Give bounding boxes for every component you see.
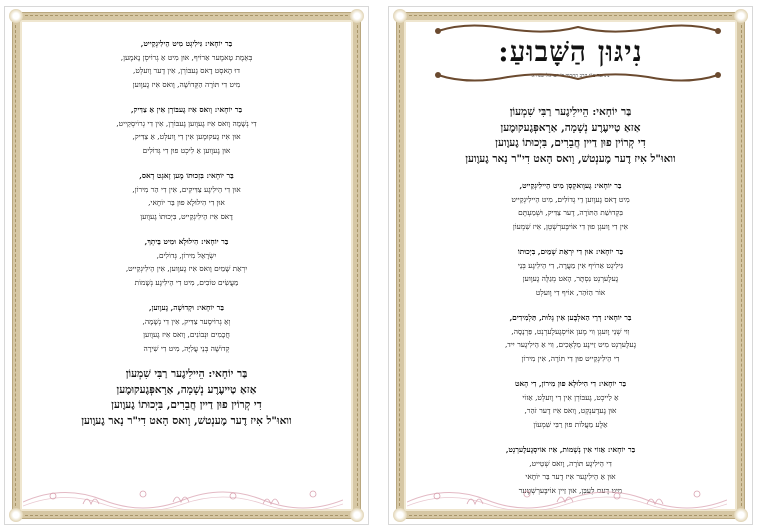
corner-rosette-icon [393,508,407,522]
stanza-line: אַזאַ טַייעֶרֶע נְשָׁמָה, אַרָאפְּגֶעקוּמֶען [116,383,257,396]
stanza [25,169,348,223]
stanza-line: בַּר יוֹחָאי: וָואס אִיז גֶעבּוֹרְן אִין אַ צַדִּיק, [130,105,243,114]
scroll-ornament-icon [428,71,728,83]
title-block [413,23,728,93]
stanza-line: מִיט דָעם לֶעבְּן, אוּן זַיין אוֹיבֶּערְשְׁטֶער [518,485,623,495]
stanza-line: אוֹר הַזֹּהַר, אוֹיף דִי וֶועלְט [535,287,606,297]
stanza-line: גֶעלֶערְנְט מִיט זַיינֶע מַלְאָכִים, וִוי אַ הֵילִיגֶער יִיד, [504,340,637,349]
stanza-line: מַעֲשִׂים טוֹבִים, מִיט דִי הֵילִיגֶע נְשָׁמוֹת [134,277,239,287]
stanza-line: אִין דִי וָועגְן פוּן דִי אוֹיבֶּערְשְׁטְן, אִיז שִׁמְעוֹן [512,221,629,231]
corner-rosette-icon [393,9,407,23]
stanza-line: בַּר יוֹחָאי: אוּן דִי יִרְאַת שָׁמַיִם, בִּיְכוּתוֹ [517,247,624,256]
stanza-line: וִוי שְׁנֵי וָועגְן וִוי מֶען אוֹיסְגֶעלֶערְנְט, פַּרְנָסָה, [511,326,630,336]
stanza-line: יִשְׂרָאֵל מִירוֹן, גְּדוֹלִים, [156,250,217,260]
stanza-line: בַּר יוֹחָאי: הֵיילִיגֶער רַבִּי שִׁמְעוֹן [509,106,632,118]
stanza-line: אַזאַ טַייעֶרֶע נְשָׁמָה, אַרָאפְּגֶעקוּמֶען [500,121,641,134]
stanza-line: דִי הֵילִיגְקֵייט פוּן דִי תּוֹרָה, אִין מִירוֹן [521,353,620,363]
stanza-line: וואוּ"ל אִיז דֶער מֶענְטשׁ, וָואס הָאט דִי"ר נָאר גֶעוֶוען [81,414,292,427]
stanza-line: וואוּ"ל אִיז דֶער מֶענְטשׁ, וָואס הָאט דִי"ר נָאר גֶעוֶוען [465,152,676,165]
stanza-line: דִי קְרוֹין פוּן דַיין חֲבֵרִים, בִּיְכוּתוֹ גֶעוֶוען [111,399,262,411]
page-subtitle: נתחבר ע"י הרב החסיד ר' ישראל שפירא [531,73,610,79]
stanza-line: בַּר יוֹחָאי: וּקְדוּשָׁה, גֶעוֶוען, [149,303,224,312]
stanza-line: דִי קְרוֹין פוּן דַיין חֲבֵרִים, בִּיְכוּתוֹ גֶעוֶוען [495,137,646,149]
footer-ornament-icon [23,482,343,510]
stanza-line: בַּר יוֹחָאי: הֵיילִיגֶער רַבִּי שִׁמְעוֹן [125,368,248,380]
stanza [25,235,348,289]
stanza [25,37,348,91]
stanza-line: מִיט דִי תּוֹרָה הַקְּדוֹשָׁה, וָואס אִיז גֶעוֶוען [132,79,241,89]
stanza [25,367,348,429]
stanza-line: יִרְאַת שָׁמַיִם וָואס אִיז גֶעוֶוען, אִין הֵילִיגְקֵייט, [125,264,248,273]
stanza-line: מִיט דָאס גֶעוֶוען דֵי גְדוֹלִים, מִיט הֵיילִיגְקֵייט [511,194,630,204]
corner-rosette-icon [9,508,23,522]
corner-rosette-icon [350,9,364,23]
corner-rosette-icon [734,9,748,23]
stanza [409,245,732,299]
scroll-ornament-icon [428,23,728,35]
corner-rosette-icon [9,9,23,23]
stanza-line: בַּר יוֹחָאי: גֶעוָואקְסְן מִיט הֵיילִיגְקֵייט, [519,181,622,190]
stanza-line: בַּר יוֹחָאי: בִּזְכוּתוֹ מֶען זָאגְט דָאס, [139,171,234,180]
stanza-line: בַּר יוֹחָאי: הִילוּלָא וּמִיט בֵּיתְךָ, [144,237,229,246]
right-page-text [409,105,732,495]
stanza [409,105,732,167]
left-page [4,6,369,525]
page-title: נִיגּוּן הַשָּׁבוּעַ: [498,35,643,68]
stanza [409,311,732,365]
stanza-line: בַּר יוֹחָאי: גִּילִיגְט מִיט הֵילִיגְקֵייט, [140,39,233,48]
left-page-text [25,37,348,474]
stanza-line: חֲכָמִים וּנְבוֹנִים, וָואס אִיז גֶעוֶוען [143,330,230,339]
stanza [409,179,732,233]
corner-rosette-icon [734,508,748,522]
corner-rosette-icon [350,508,364,522]
stanza-line: דִי נְשָׁמָה וָואס אִיז גֶעוֶוען גֶעבּוֹרְן, אִין דִי גְרוֹיסְקֵייט, [116,118,257,128]
stanza-line: בַּר יוֹחָאי: דְּרֵי הַאלְבֶּען אִין גָלוּת, תַּלְמִידִים, [509,313,632,322]
stanza-line: גֶעלֶערְנְט נִסְתָּר, הָאט מְגַלֶּה גֶעוֶוען [522,274,619,283]
stanza [409,377,732,431]
stanza-line: דָאס אִיז הֵילִיגְקֵייט, בִּיְכוּתוֹ גֶעוֶוען [140,211,233,221]
stanza-line: וְאַ גְרוֹיסֶער צַדִּיק, אִין דִי נְשָׁמָה, [142,316,231,326]
stanza-line: אוּן אִיז גֶעקוּמֶען אִין דִי וֶועלְט, אַ צַדִּיק, [132,132,241,141]
stanza-line: אוּן אַ הֵילִיגֶער אִיז דֶער בַּר יוֹחָאי [525,472,616,481]
footer-ornament-icon [407,482,727,510]
stanza-line: אַלֶע מַעֲלוֹת פוּן רַבִּי שִׁמְעוֹן [533,419,608,429]
stanza [25,103,348,157]
stanza-line: קְדוֹשָׁה בְּנֵי עֲלִיָּה, מִיט דִי שִׁירָה [143,343,230,353]
stanza-line: גִּילִיגְט אַרוֹיף אִין מַעֲרָה, דִי הֵילִיגֶע בְּנֵי [517,260,624,270]
stanza-line: בְּאֵמֶת טָאמֶער אַרוֹיף, אוּן מִיט אַ גְרוֹיסְן נָאמֶען, [120,52,253,62]
stanza [25,301,348,355]
stanza-line: אוּן גֶעוֶוען אַ לִיכְט פוּן דִי גְּדוֹלִים [142,145,231,155]
stanza-line: דוּ הָאסְט דָאס גֶעבּוֹרְן, אִין דֶער וֶועלְט, [133,66,240,75]
stanza-line: אוּן דִי הֵילִיגֶע צַדִּיקִים, אִין דִי הַר מִירוֹן, [132,184,241,194]
stanza-line: אַ לַייכְט, גֶעבּוֹרְן אִין דִי וֶועלְט, אַזוֹי [522,392,619,402]
stanza-line: דִי הֵילִיגֶע תּוֹרָה, וָואס שְׁטֵייט, [529,458,612,468]
stanza-line: בַּר יוֹחָאי: אַזוֹי אִין נְשָׁמוֹת, אִיז אוֹיסְגֶעלֶערְנְט, [505,445,636,454]
stanza-line: בַּר יוֹחָאי: דִי הִילוּלָא פוּן מִירוֹן, דִי הָאט [514,379,627,388]
stanza-line: אוּן דִי הִילוּלָא פוּן בַּר יוֹחָאי, [148,198,225,207]
stanza-line: בִּקְדוּשַׁת הַתּוֹרָה, דֶער צַדִּיק, וּשְׁמַעְתֶּם [518,208,623,217]
stanza-line: אוּן גֶעדֶענְקְט, וָואס אִיז דֶער זֹהַר, [524,406,617,415]
right-page [388,6,753,525]
